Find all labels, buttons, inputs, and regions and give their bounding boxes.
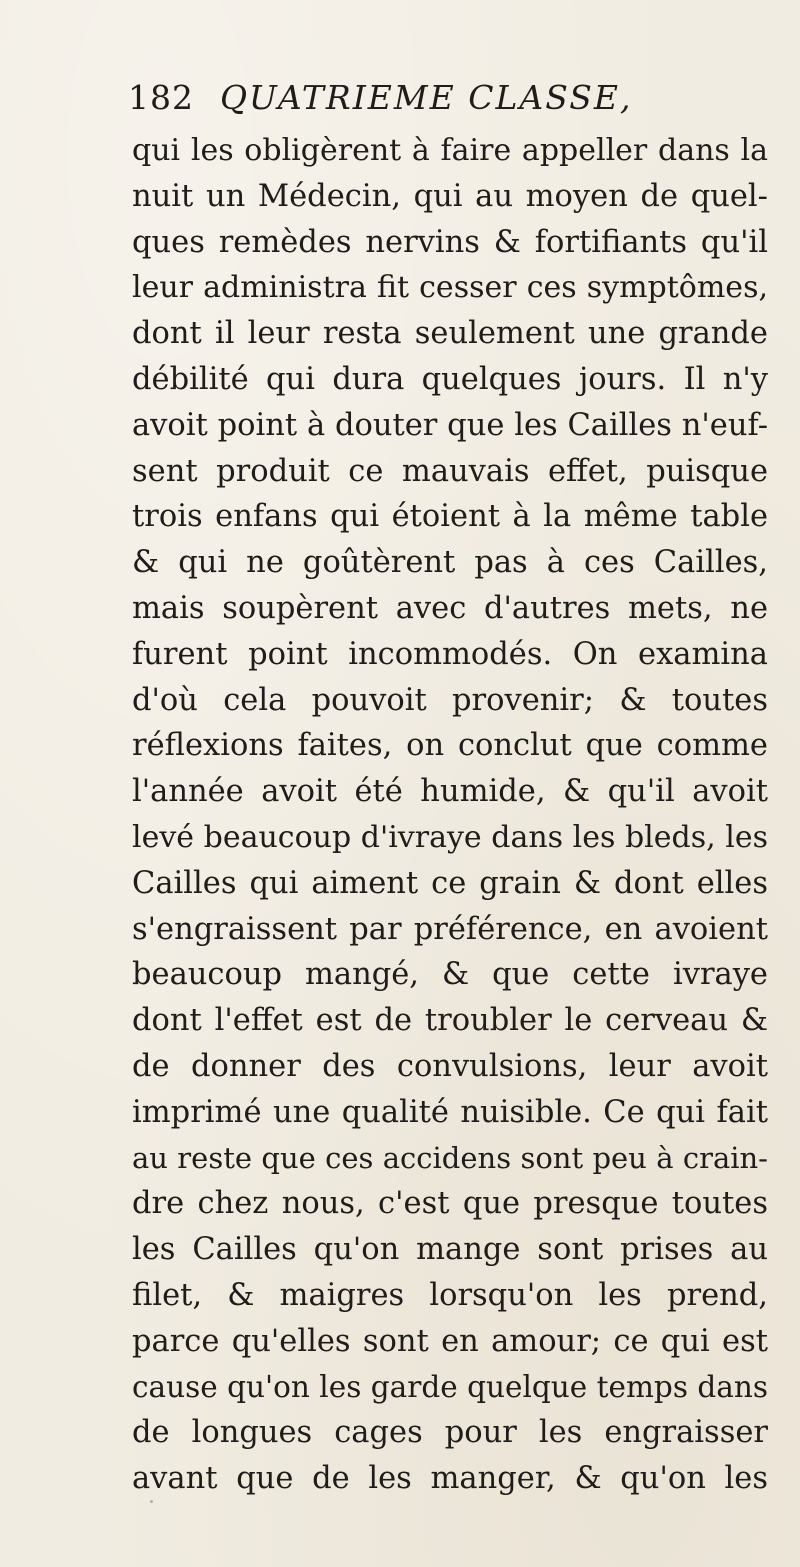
paper-speck [150,1500,153,1503]
page-header [128,78,688,122]
text-line: débilité qui dura quelques jours. Il n'y [132,361,768,397]
text-line: avoit point à douter que les Cailles n'euf- [132,407,768,443]
text-line: furent point incommodés. On examina [132,636,768,672]
text-line: ques remèdes nervins & fortifiants qu'il [132,224,768,260]
text-line: de longues cages pour les engraisser [132,1415,768,1451]
text-line: beaucoup mangé, & que cette ivraye [132,957,768,993]
text-line: dre chez nous, c'est que presque toutes [132,1186,768,1222]
running-head: QUATRIEME CLASSE, [220,78,633,117]
text-line: levé beaucoup d'ivraye dans les bleds, les [132,819,768,855]
text-line: & qui ne goûtèrent pas à ces Cailles, [132,545,768,581]
text-line: les Cailles qu'on mange sont prises au [132,1232,768,1268]
text-line: qui les obligèrent à faire appeller dans la [132,133,768,168]
text-line: s'engraissent par préférence, en avoient [132,911,768,947]
text-line: avant que de les manger, & qu'on les [132,1461,768,1497]
text-line: trois enfans qui étoient à la même table [132,499,768,535]
text-line: au reste que ces accidens sont peu à crain- [132,1140,768,1175]
text-line: leur administra fit cesser ces symptômes, [132,270,768,306]
page-number: 182 [128,78,194,117]
text-line: l'année avoit été humide, & qu'il avoit [132,774,768,810]
text-line: dont l'effet est de troubler le cerveau & [132,1003,768,1039]
text-line: imprimé une qualité nuisible. Ce qui fait [132,1094,768,1130]
text-line: Cailles qui aiment ce grain & dont elles [132,865,768,901]
text-line: mais soupèrent avec d'autres mets, ne [132,590,768,626]
text-line: d'où cela pouvoit provenir; & toutes [132,682,768,718]
text-line: filet, & maigres lorsqu'on les prend, [132,1277,768,1313]
text-line: nuit un Médecin, qui au moyen de quel- [132,178,768,214]
text-line: cause qu'on les garde quelque temps dans [132,1369,768,1404]
text-line: parce qu'elles sont en amour; ce qui est [132,1323,768,1359]
body-text [132,128,768,1502]
text-line: dont il leur resta seulement une grande [132,316,768,352]
text-line: réflexions faites, on conclut que comme [132,728,768,764]
text-line: sent produit ce mauvais effet, puisque [132,453,768,489]
text-line: de donner des convulsions, leur avoit [132,1048,768,1084]
